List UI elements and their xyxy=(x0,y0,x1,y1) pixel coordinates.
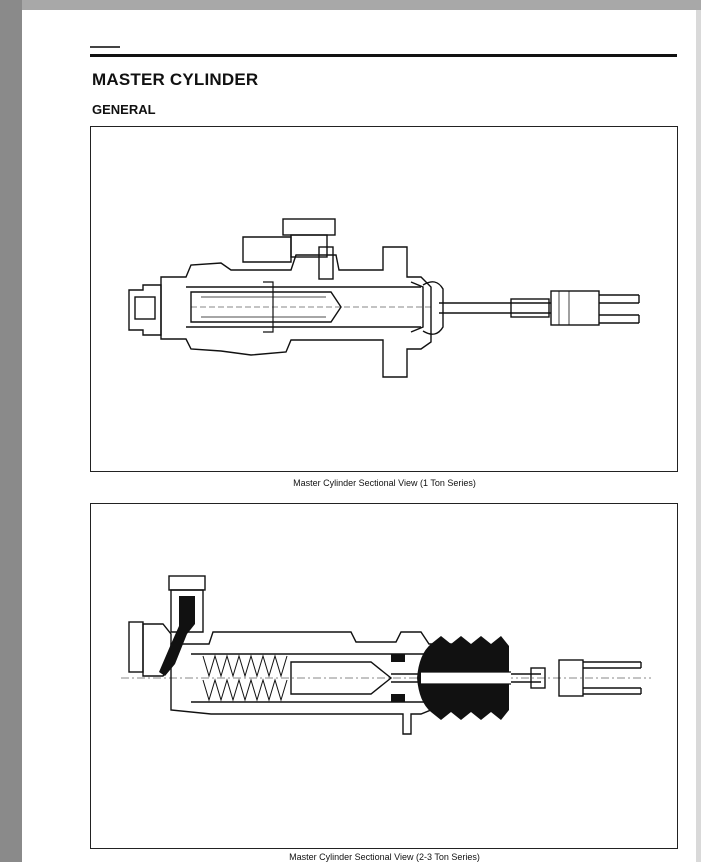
scan-margin xyxy=(0,0,22,862)
master-cylinder-2-3-ton-drawing xyxy=(91,504,677,848)
scan-top-edge xyxy=(22,0,701,10)
figure-1-ton-sectional-view xyxy=(90,126,678,472)
figure-2-3-ton-sectional-view xyxy=(90,503,678,849)
section-heading: GENERAL xyxy=(92,102,156,117)
figure-2-caption: Master Cylinder Sectional View (2-3 Ton Series) xyxy=(289,852,480,862)
figure-1-caption: Master Cylinder Sectional View (1 Ton Series) xyxy=(293,478,476,488)
page-title: MASTER CYLINDER xyxy=(92,70,259,89)
header-mark xyxy=(90,46,120,48)
master-cylinder-1-ton-drawing xyxy=(91,127,677,471)
scan-right-edge xyxy=(696,10,701,862)
header-rule xyxy=(90,54,677,57)
